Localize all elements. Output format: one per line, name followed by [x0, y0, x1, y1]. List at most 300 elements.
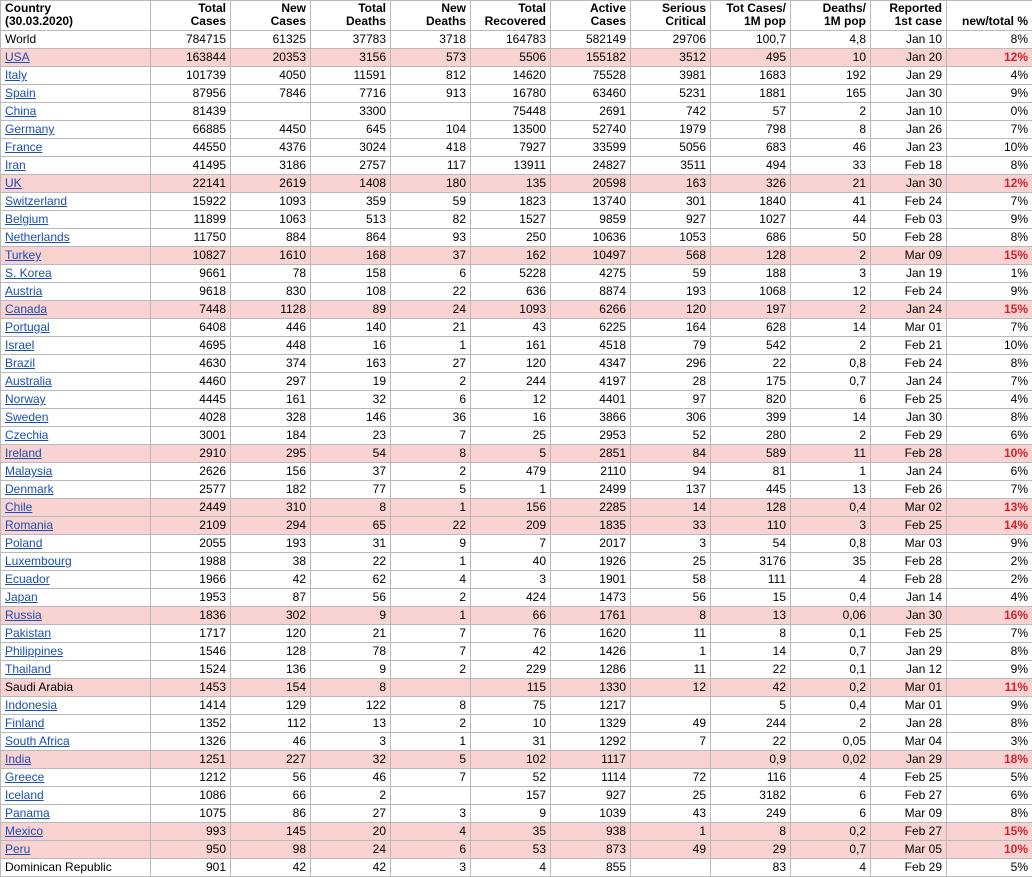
cell-total-deaths: 27: [311, 805, 391, 823]
country-link[interactable]: South Africa: [5, 734, 70, 748]
cell-deaths-per-1m: 8: [791, 121, 871, 139]
column-header-line: 1M pop: [744, 14, 786, 28]
cell-deaths-per-1m: 50: [791, 229, 871, 247]
cell-total-deaths: 140: [311, 319, 391, 337]
country-link[interactable]: Panama: [5, 806, 50, 820]
cell-total-recovered: 479: [471, 463, 551, 481]
cell-deaths-per-1m: 0,7: [791, 841, 871, 859]
cell-new-cases: 328: [231, 409, 311, 427]
cell-new-deaths: 2: [391, 715, 471, 733]
country-cell[interactable]: [1, 175, 151, 193]
table-row: [1, 823, 1032, 841]
cell-total-cases: 1546: [151, 643, 231, 661]
country-cell[interactable]: [1, 409, 151, 427]
table-row: [1, 589, 1032, 607]
cell-new-deaths: 2: [391, 463, 471, 481]
country-cell[interactable]: [1, 337, 151, 355]
cell-active-cases: 33599: [551, 139, 631, 157]
country-link[interactable]: Denmark: [5, 482, 54, 496]
cell-cases-per-1m: 111: [711, 571, 791, 589]
country-cell[interactable]: [1, 499, 151, 517]
cell-new-cases: 161: [231, 391, 311, 409]
cell-first-case: Feb 03: [871, 211, 947, 229]
country-cell[interactable]: [1, 121, 151, 139]
cell-serious-critical: 3512: [631, 49, 711, 67]
cell-active-cases: 1761: [551, 607, 631, 625]
cell-new-total-pct: 7%: [947, 481, 1032, 499]
cell-first-case: Jan 30: [871, 175, 947, 193]
cell-first-case: Feb 24: [871, 283, 947, 301]
country-link[interactable]: Thailand: [5, 662, 51, 676]
cell-active-cases: 52740: [551, 121, 631, 139]
cell-serious-critical: 568: [631, 247, 711, 265]
cell-new-total-pct: 18%: [947, 751, 1032, 769]
table-row: [1, 193, 1032, 211]
cell-serious-critical: 137: [631, 481, 711, 499]
country-cell[interactable]: [1, 139, 151, 157]
cell-deaths-per-1m: 0,4: [791, 589, 871, 607]
table-row: [1, 391, 1032, 409]
cell-deaths-per-1m: 10: [791, 49, 871, 67]
column-header-line: Country: [5, 1, 51, 15]
cell-total-recovered: 25: [471, 427, 551, 445]
table-row: [1, 643, 1032, 661]
country-link[interactable]: Romania: [5, 518, 53, 532]
country-link[interactable]: China: [5, 104, 36, 118]
cell-new-total-pct: 10%: [947, 337, 1032, 355]
cell-total-cases: 1966: [151, 571, 231, 589]
cell-total-deaths: 23: [311, 427, 391, 445]
cell-active-cases: 1330: [551, 679, 631, 697]
cell-deaths-per-1m: 0,1: [791, 625, 871, 643]
country-link[interactable]: Finland: [5, 716, 44, 730]
table-row: [1, 175, 1032, 193]
table-row: [1, 787, 1032, 805]
country-cell[interactable]: [1, 85, 151, 103]
country-cell[interactable]: [1, 715, 151, 733]
cell-deaths-per-1m: 2: [791, 715, 871, 733]
country-link[interactable]: Austria: [5, 284, 42, 298]
country-link[interactable]: Spain: [5, 86, 36, 100]
country-cell[interactable]: [1, 319, 151, 337]
cell-total-cases: 66885: [151, 121, 231, 139]
country-link[interactable]: Brazil: [5, 356, 35, 370]
column-header-10: [871, 1, 947, 31]
cell-total-recovered: 75448: [471, 103, 551, 121]
cell-deaths-per-1m: 0,7: [791, 373, 871, 391]
country-link[interactable]: UK: [5, 176, 22, 190]
cell-new-cases: 56: [231, 769, 311, 787]
cell-total-cases: 1326: [151, 733, 231, 751]
cell-active-cases: 1329: [551, 715, 631, 733]
table-row: [1, 409, 1032, 427]
cell-total-deaths: 65: [311, 517, 391, 535]
country-link[interactable]: Turkey: [5, 248, 41, 262]
column-header-line: Active: [590, 1, 626, 15]
cell-serious-critical: 5231: [631, 85, 711, 103]
cell-total-cases: 101739: [151, 67, 231, 85]
cell-cases-per-1m: 8: [711, 823, 791, 841]
country-link[interactable]: Switzerland: [5, 194, 67, 208]
country-link[interactable]: Luxembourg: [5, 554, 72, 568]
cell-total-deaths: 9: [311, 661, 391, 679]
table-row: [1, 625, 1032, 643]
cell-new-total-pct: 7%: [947, 373, 1032, 391]
cell-cases-per-1m: 589: [711, 445, 791, 463]
cell-serious-critical: [631, 859, 711, 877]
country-cell[interactable]: [1, 157, 151, 175]
cell-active-cases: 2285: [551, 499, 631, 517]
cell-new-total-pct: 10%: [947, 139, 1032, 157]
cell-new-cases: 297: [231, 373, 311, 391]
column-header-line: New: [281, 1, 306, 15]
cell-new-total-pct: 8%: [947, 157, 1032, 175]
country-link[interactable]: Ecuador: [5, 572, 50, 586]
cell-serious-critical: 7: [631, 733, 711, 751]
cell-total-recovered: 42: [471, 643, 551, 661]
cell-total-recovered: 1: [471, 481, 551, 499]
cell-new-deaths: 3: [391, 859, 471, 877]
cell-total-deaths: 46: [311, 769, 391, 787]
cell-new-cases: 193: [231, 535, 311, 553]
cell-total-deaths: 89: [311, 301, 391, 319]
cell-new-total-pct: 4%: [947, 67, 1032, 85]
cell-total-recovered: 244: [471, 373, 551, 391]
cell-total-cases: 4445: [151, 391, 231, 409]
country-cell[interactable]: [1, 49, 151, 67]
cell-deaths-per-1m: 6: [791, 391, 871, 409]
column-header-line: Reported: [889, 1, 942, 15]
country-cell[interactable]: [1, 517, 151, 535]
country-cell[interactable]: [1, 463, 151, 481]
table-row: [1, 85, 1032, 103]
cell-first-case: Feb 21: [871, 337, 947, 355]
cell-serious-critical: 5056: [631, 139, 711, 157]
country-link[interactable]: Iran: [5, 158, 26, 172]
cell-cases-per-1m: 57: [711, 103, 791, 121]
country-link[interactable]: Italy: [5, 68, 27, 82]
cell-total-cases: 163844: [151, 49, 231, 67]
cell-serious-critical: 1979: [631, 121, 711, 139]
cell-active-cases: 582149: [551, 31, 631, 49]
column-header-line: Total: [518, 1, 546, 15]
cell-cases-per-1m: 22: [711, 733, 791, 751]
country-link[interactable]: Malaysia: [5, 464, 52, 478]
country-cell[interactable]: [1, 67, 151, 85]
country-cell[interactable]: [1, 103, 151, 121]
cell-serious-critical: 296: [631, 355, 711, 373]
cell-first-case: Jan 28: [871, 715, 947, 733]
column-header-line: Deaths: [426, 14, 466, 28]
cell-serious-critical: 1: [631, 643, 711, 661]
country-link[interactable]: Pakistan: [5, 626, 51, 640]
country-cell[interactable]: [1, 265, 151, 283]
cell-total-recovered: 1093: [471, 301, 551, 319]
cell-new-deaths: 4: [391, 823, 471, 841]
table-row: [1, 697, 1032, 715]
country-cell[interactable]: [1, 733, 151, 751]
cell-new-total-pct: 3%: [947, 733, 1032, 751]
country-cell[interactable]: [1, 391, 151, 409]
cell-cases-per-1m: 54: [711, 535, 791, 553]
cell-cases-per-1m: 100,7: [711, 31, 791, 49]
cell-total-cases: 2449: [151, 499, 231, 517]
country-link[interactable]: Israel: [5, 338, 34, 352]
table-header-row: [1, 1, 1032, 31]
country-link[interactable]: Australia: [5, 374, 52, 388]
column-header-line: New: [441, 1, 466, 15]
cell-new-cases: 66: [231, 787, 311, 805]
country-cell[interactable]: [1, 283, 151, 301]
cell-deaths-per-1m: 0,4: [791, 697, 871, 715]
cell-new-total-pct: 9%: [947, 283, 1032, 301]
cell-serious-critical: 164: [631, 319, 711, 337]
cell-deaths-per-1m: 0,4: [791, 499, 871, 517]
cell-first-case: Feb 28: [871, 445, 947, 463]
country-link[interactable]: Philippines: [5, 644, 63, 658]
cell-new-cases: 3186: [231, 157, 311, 175]
country-cell[interactable]: [1, 625, 151, 643]
country-cell[interactable]: [1, 211, 151, 229]
table-row: [1, 157, 1032, 175]
cell-deaths-per-1m: 0,05: [791, 733, 871, 751]
cell-deaths-per-1m: 13: [791, 481, 871, 499]
country-link[interactable]: Belgium: [5, 212, 48, 226]
cell-new-deaths: 21: [391, 319, 471, 337]
cell-new-deaths: 27: [391, 355, 471, 373]
country-cell[interactable]: [1, 697, 151, 715]
cell-cases-per-1m: 81: [711, 463, 791, 481]
table-row: [1, 337, 1032, 355]
cell-serious-critical: 163: [631, 175, 711, 193]
cell-total-deaths: 645: [311, 121, 391, 139]
country-link[interactable]: Peru: [5, 842, 30, 856]
cell-deaths-per-1m: 4: [791, 859, 871, 877]
country-cell[interactable]: [1, 607, 151, 625]
cell-active-cases: 2953: [551, 427, 631, 445]
cell-cases-per-1m: 22: [711, 661, 791, 679]
country-cell[interactable]: [1, 229, 151, 247]
cell-new-total-pct: 8%: [947, 229, 1032, 247]
cell-total-deaths: 20: [311, 823, 391, 841]
cell-total-recovered: 161: [471, 337, 551, 355]
country-cell[interactable]: [1, 247, 151, 265]
cell-new-cases: 42: [231, 859, 311, 877]
cell-total-cases: 81439: [151, 103, 231, 121]
cell-cases-per-1m: 798: [711, 121, 791, 139]
cell-new-cases: 20353: [231, 49, 311, 67]
table-row: [1, 607, 1032, 625]
column-header-1: [151, 1, 231, 31]
country-cell[interactable]: [1, 373, 151, 391]
cell-first-case: Jan 19: [871, 265, 947, 283]
country-link[interactable]: S. Korea: [5, 266, 52, 280]
cell-serious-critical: [631, 697, 711, 715]
country-cell: [1, 859, 151, 877]
country-cell[interactable]: [1, 427, 151, 445]
country-link[interactable]: Greece: [5, 770, 44, 784]
country-cell[interactable]: [1, 805, 151, 823]
cell-total-cases: 1836: [151, 607, 231, 625]
cell-active-cases: 1426: [551, 643, 631, 661]
country-cell[interactable]: [1, 661, 151, 679]
cell-first-case: Feb 18: [871, 157, 947, 175]
country-link[interactable]: Ireland: [5, 446, 42, 460]
country-cell[interactable]: [1, 589, 151, 607]
cell-new-deaths: 1: [391, 607, 471, 625]
cell-cases-per-1m: 188: [711, 265, 791, 283]
cell-new-total-pct: 4%: [947, 391, 1032, 409]
cell-new-deaths: 117: [391, 157, 471, 175]
cell-deaths-per-1m: 6: [791, 805, 871, 823]
cell-total-cases: 2055: [151, 535, 231, 553]
cell-new-cases: 4376: [231, 139, 311, 157]
cell-active-cases: 1620: [551, 625, 631, 643]
country-cell[interactable]: [1, 553, 151, 571]
cell-new-total-pct: 7%: [947, 193, 1032, 211]
cell-new-deaths: 7: [391, 643, 471, 661]
country-link[interactable]: Germany: [5, 122, 54, 136]
country-link[interactable]: Indonesia: [5, 698, 57, 712]
cell-first-case: Jan 24: [871, 373, 947, 391]
cell-cases-per-1m: 495: [711, 49, 791, 67]
country-link[interactable]: Czechia: [5, 428, 48, 442]
cell-cases-per-1m: 83: [711, 859, 791, 877]
country-link[interactable]: Japan: [5, 590, 38, 604]
cell-new-total-pct: 14%: [947, 517, 1032, 535]
country-cell[interactable]: [1, 787, 151, 805]
country-link[interactable]: France: [5, 140, 42, 154]
cell-new-deaths: 7: [391, 427, 471, 445]
column-header-0: [1, 1, 151, 31]
cell-total-cases: 1414: [151, 697, 231, 715]
cell-first-case: Feb 27: [871, 787, 947, 805]
country-cell[interactable]: [1, 481, 151, 499]
country-cell[interactable]: [1, 751, 151, 769]
cell-new-cases: 42: [231, 571, 311, 589]
cell-cases-per-1m: 326: [711, 175, 791, 193]
cell-cases-per-1m: 280: [711, 427, 791, 445]
country-label: World: [5, 32, 36, 46]
cell-total-cases: 1524: [151, 661, 231, 679]
cell-new-total-pct: 4%: [947, 589, 1032, 607]
cell-total-cases: 41495: [151, 157, 231, 175]
country-cell[interactable]: [1, 301, 151, 319]
table-row: [1, 283, 1032, 301]
country-link[interactable]: Iceland: [5, 788, 44, 802]
cell-first-case: Feb 25: [871, 517, 947, 535]
cell-total-cases: 11750: [151, 229, 231, 247]
cell-total-deaths: 11591: [311, 67, 391, 85]
cell-first-case: Feb 24: [871, 355, 947, 373]
cell-active-cases: 2017: [551, 535, 631, 553]
cell-cases-per-1m: 42: [711, 679, 791, 697]
cell-serious-critical: 742: [631, 103, 711, 121]
cell-new-total-pct: 5%: [947, 769, 1032, 787]
cell-total-cases: 6408: [151, 319, 231, 337]
cell-total-deaths: 146: [311, 409, 391, 427]
cell-active-cases: 4275: [551, 265, 631, 283]
cell-serious-critical: 97: [631, 391, 711, 409]
cell-serious-critical: 1: [631, 823, 711, 841]
column-header-3: [311, 1, 391, 31]
country-cell[interactable]: [1, 841, 151, 859]
cell-deaths-per-1m: 3: [791, 265, 871, 283]
cell-active-cases: 927: [551, 787, 631, 805]
country-cell[interactable]: [1, 445, 151, 463]
cell-new-total-pct: 12%: [947, 49, 1032, 67]
country-link[interactable]: USA: [5, 50, 30, 64]
column-header-line: Total: [358, 1, 386, 15]
country-link[interactable]: Russia: [5, 608, 42, 622]
cell-total-cases: 4630: [151, 355, 231, 373]
cell-active-cases: 75528: [551, 67, 631, 85]
cell-new-total-pct: 7%: [947, 319, 1032, 337]
country-link[interactable]: Mexico: [5, 824, 43, 838]
cell-new-deaths: 1: [391, 337, 471, 355]
cell-first-case: Jan 12: [871, 661, 947, 679]
country-link[interactable]: Canada: [5, 302, 47, 316]
country-link[interactable]: Portugal: [5, 320, 50, 334]
cell-cases-per-1m: 128: [711, 247, 791, 265]
table-row: [1, 355, 1032, 373]
country-link[interactable]: Poland: [5, 536, 42, 550]
country-cell[interactable]: [1, 571, 151, 589]
cell-total-deaths: 62: [311, 571, 391, 589]
country-cell[interactable]: [1, 193, 151, 211]
cell-active-cases: 6225: [551, 319, 631, 337]
column-header-line: (30.03.2020): [5, 14, 73, 28]
cell-total-cases: 1717: [151, 625, 231, 643]
cell-total-recovered: 66: [471, 607, 551, 625]
cell-active-cases: 1117: [551, 751, 631, 769]
country-cell[interactable]: [1, 769, 151, 787]
cell-cases-per-1m: 1683: [711, 67, 791, 85]
cell-cases-per-1m: 249: [711, 805, 791, 823]
country-link[interactable]: India: [5, 752, 31, 766]
cell-serious-critical: 927: [631, 211, 711, 229]
cell-total-deaths: 19: [311, 373, 391, 391]
country-link[interactable]: Norway: [5, 392, 46, 406]
country-cell[interactable]: [1, 535, 151, 553]
cell-deaths-per-1m: 0,06: [791, 607, 871, 625]
cell-active-cases: 8874: [551, 283, 631, 301]
column-header-4: [391, 1, 471, 31]
country-cell[interactable]: [1, 355, 151, 373]
cell-deaths-per-1m: 0,1: [791, 661, 871, 679]
cell-cases-per-1m: 14: [711, 643, 791, 661]
cell-total-cases: 4460: [151, 373, 231, 391]
cell-cases-per-1m: 542: [711, 337, 791, 355]
cell-first-case: Jan 29: [871, 751, 947, 769]
cell-new-deaths: 812: [391, 67, 471, 85]
country-link[interactable]: Netherlands: [5, 230, 70, 244]
cell-serious-critical: 72: [631, 769, 711, 787]
cell-total-recovered: 1527: [471, 211, 551, 229]
country-cell[interactable]: [1, 823, 151, 841]
cell-new-deaths: 7: [391, 625, 471, 643]
cell-active-cases: 2499: [551, 481, 631, 499]
table-row: [1, 769, 1032, 787]
cell-cases-per-1m: 13: [711, 607, 791, 625]
cell-new-total-pct: 13%: [947, 499, 1032, 517]
country-link[interactable]: Sweden: [5, 410, 48, 424]
country-link[interactable]: Chile: [5, 500, 32, 514]
cell-cases-per-1m: 197: [711, 301, 791, 319]
country-cell[interactable]: [1, 643, 151, 661]
column-header-line: Critical: [665, 14, 706, 28]
cell-deaths-per-1m: 0,02: [791, 751, 871, 769]
